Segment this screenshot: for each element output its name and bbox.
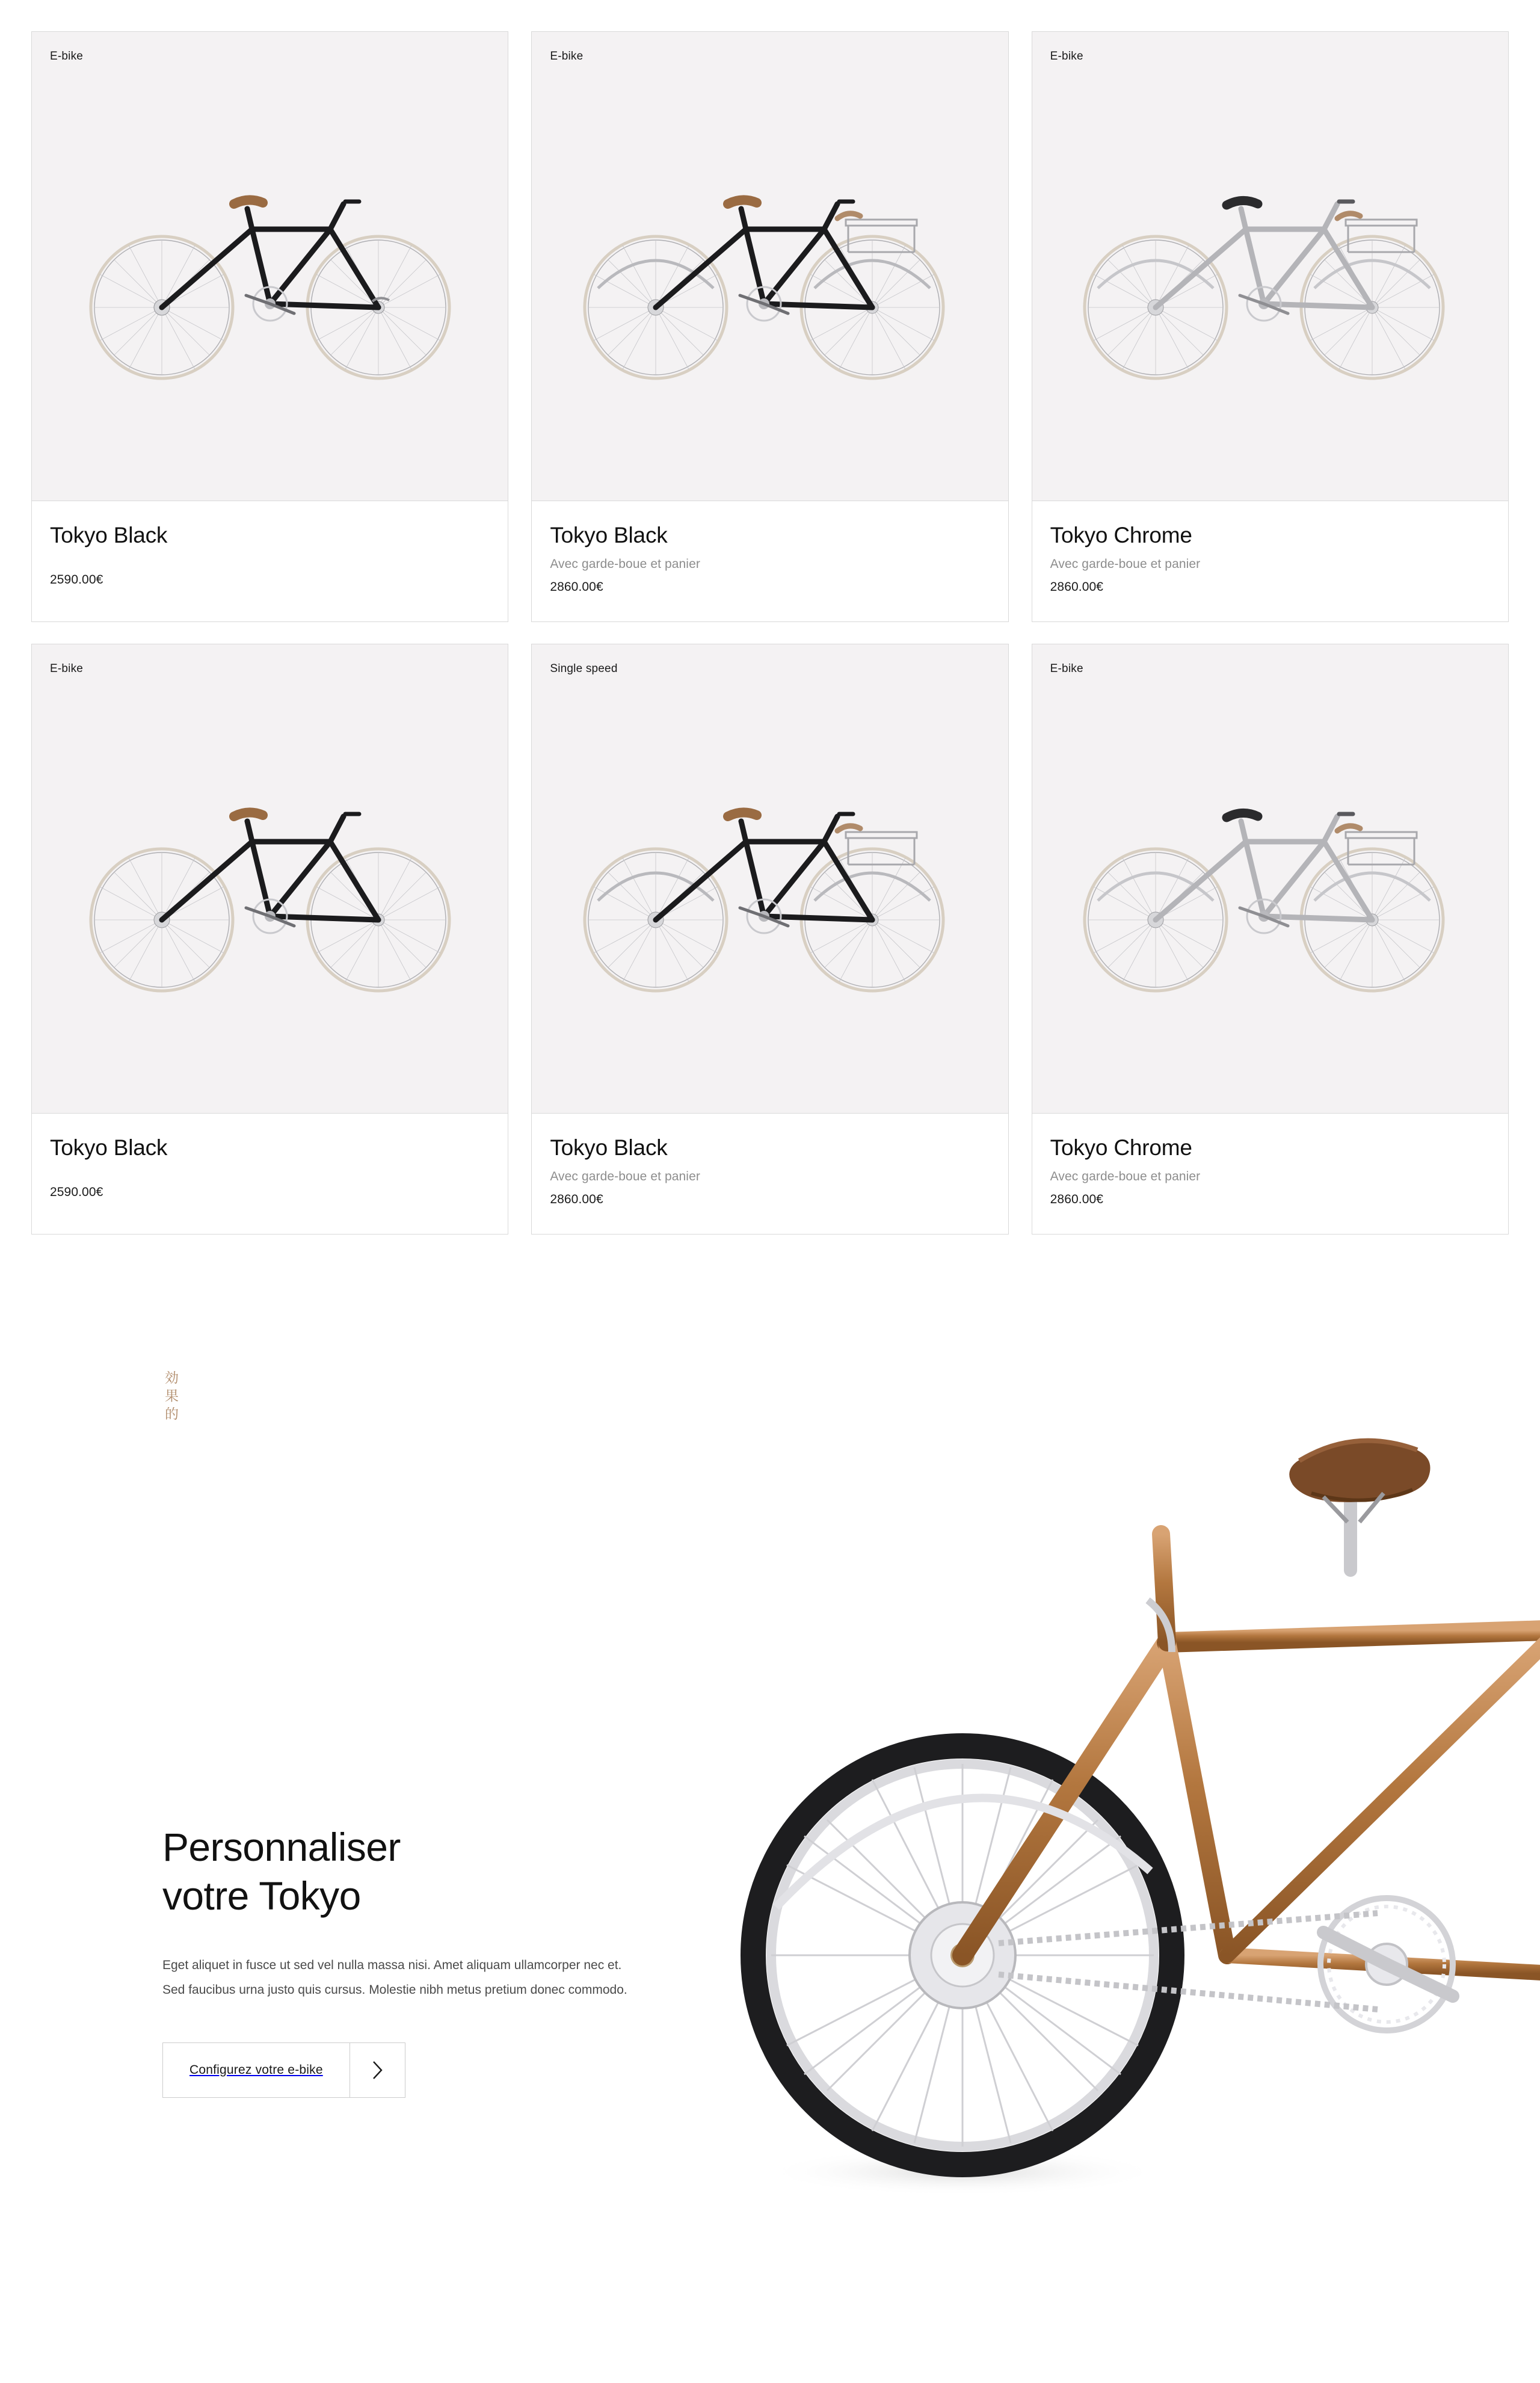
product-title: Tokyo Black xyxy=(50,523,168,547)
bicycle-illustration xyxy=(1032,644,1508,1113)
hero-bicycle-image xyxy=(686,1318,1540,2256)
customize-heading-line2: votre Tokyo xyxy=(162,1873,361,1918)
product-title: Tokyo Chrome xyxy=(1050,1135,1192,1160)
product-card[interactable] xyxy=(31,644,508,1235)
product-image[interactable] xyxy=(32,644,508,1114)
bicycle-illustration xyxy=(1032,32,1508,501)
product-info xyxy=(532,501,1008,621)
configure-ebike-label: Configurez votre e-bike xyxy=(189,2062,323,2077)
configure-ebike-button[interactable] xyxy=(162,2042,405,2098)
bicycle-illustration xyxy=(32,644,508,1113)
japanese-vertical-label: 効果的 xyxy=(163,1370,179,1425)
product-image[interactable] xyxy=(532,644,1008,1114)
customize-copy xyxy=(162,1823,692,2098)
product-card[interactable] xyxy=(1032,644,1509,1235)
product-subtitle: Avec garde-boue et panier xyxy=(550,1169,700,1183)
product-card[interactable] xyxy=(1032,31,1509,622)
product-card[interactable] xyxy=(31,31,508,622)
product-title: Tokyo Black xyxy=(550,523,668,547)
product-price: 2860.00€ xyxy=(550,1192,603,1206)
product-subtitle: Avec garde-boue et panier xyxy=(550,556,700,571)
product-tag: E-bike xyxy=(50,50,84,63)
product-tag: E-bike xyxy=(1050,50,1083,63)
product-price: 2860.00€ xyxy=(1050,1192,1104,1206)
product-subtitle: Avec garde-boue et panier xyxy=(1050,1169,1201,1183)
product-tag: E-bike xyxy=(1050,662,1083,675)
product-tag: E-bike xyxy=(550,50,584,63)
product-info xyxy=(32,501,508,621)
product-tag: E-bike xyxy=(50,662,84,675)
chevron-right-icon xyxy=(350,2043,405,2097)
product-title: Tokyo Black xyxy=(50,1135,168,1160)
customize-heading-line1: Personnaliser xyxy=(162,1825,401,1869)
product-subtitle: Avec garde-boue et panier xyxy=(1050,556,1201,571)
product-info xyxy=(32,1114,508,1234)
product-card[interactable] xyxy=(531,644,1008,1235)
product-title: Tokyo Chrome xyxy=(1050,523,1192,547)
product-card[interactable] xyxy=(531,31,1008,622)
bicycle-illustration xyxy=(532,644,1008,1113)
product-info xyxy=(1032,1114,1508,1234)
product-price: 2590.00€ xyxy=(50,1185,103,1199)
product-info xyxy=(532,1114,1008,1234)
product-price: 2860.00€ xyxy=(1050,579,1104,594)
bicycle-illustration xyxy=(32,32,508,501)
product-price: 2590.00€ xyxy=(50,572,103,587)
product-price: 2860.00€ xyxy=(550,579,603,594)
product-image[interactable] xyxy=(532,32,1008,501)
product-image[interactable] xyxy=(32,32,508,501)
bicycle-illustration xyxy=(532,32,1008,501)
customize-paragraph: Eget aliquet in fusce ut sed vel nulla massa nisi. Amet aliquam ullamcorper nec et. Sed faucibus urna justo quis cursus. Molestie nibh metus pretium donec commodo. xyxy=(162,1958,627,1997)
product-title: Tokyo Black xyxy=(550,1135,668,1160)
product-image[interactable] xyxy=(1032,32,1508,501)
product-info xyxy=(1032,501,1508,621)
customize-section xyxy=(0,1299,1540,2322)
product-tag: Single speed xyxy=(550,662,618,675)
product-grid xyxy=(31,31,1509,1235)
customize-heading xyxy=(162,1823,692,1920)
product-image[interactable] xyxy=(1032,644,1508,1114)
